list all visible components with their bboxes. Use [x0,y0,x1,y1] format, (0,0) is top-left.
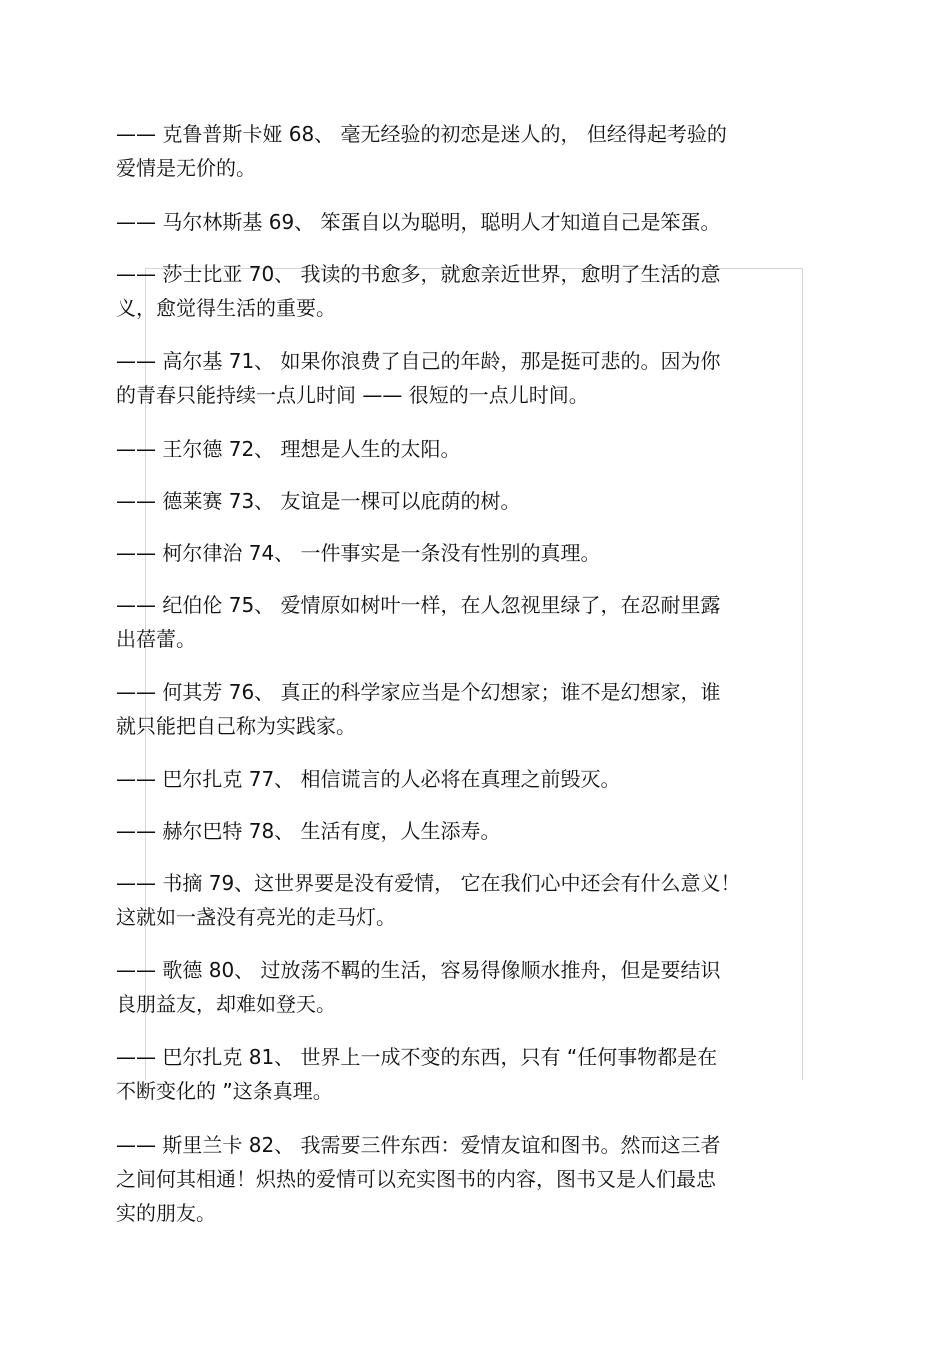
quote-paragraph [116,1128,826,1230]
quote-paragraph [116,117,826,185]
quote-paragraph [116,432,826,466]
text-line: —— 王尔德 72、 理想是人生的太阳。 [116,437,461,461]
text-line: —— 巴尔扎克 81、 世界上一成不变的东西，只有 “任何事物都是在 [116,1045,718,1069]
text-line: 就只能把自己称为实践家。 [116,714,356,738]
text-line: 出蓓蕾。 [116,627,196,651]
text-line: 这就如一盏没有亮光的走马灯。 [116,905,396,929]
text-line: —— 柯尔律治 74、 一件事实是一条没有性别的真理。 [116,541,601,565]
quote-paragraph [116,675,826,743]
text-line: —— 书摘 79、这世界要是没有爱情， 它在我们心中还会有什么意义！ [116,871,741,895]
text-line: —— 马尔林斯基 69、 笨蛋自以为聪明，聪明人才知道自己是笨蛋。 [116,210,721,234]
quote-paragraph [116,814,826,848]
quote-paragraph [116,257,826,325]
text-line: —— 歌德 80、 过放荡不羁的生活，容易得像顺水推舟，但是要结识 [116,958,721,982]
quote-paragraph [116,866,826,934]
text-line: —— 德莱赛 73、 友谊是一棵可以庇荫的树。 [116,489,521,513]
text-line: 良朋益友，却难如登天。 [116,992,336,1016]
text-line: 实的朋友。 [116,1201,216,1225]
quote-paragraph [116,1040,826,1108]
text-line: —— 纪伯伦 75、 爱情原如树叶一样，在人忽视里绿了，在忍耐里露 [116,593,721,617]
quote-paragraph [116,762,826,796]
text-line: —— 莎士比亚 70、 我读的书愈多，就愈亲近世界，愈明了生活的意 [116,262,721,286]
text-line: —— 斯里兰卡 82、 我需要三件东西：爱情友谊和图书。然而这三者 [116,1133,721,1157]
text-line: 之间何其相通！炽热的爱情可以充实图书的内容，图书又是人们最忠 [116,1167,716,1191]
quote-paragraph [116,953,826,1021]
quote-paragraph [116,344,826,412]
text-line: —— 赫尔巴特 78、 生活有度，人生添寿。 [116,819,501,843]
text-line: 爱情是无价的。 [116,156,256,180]
quote-paragraph [116,588,826,656]
text-line: —— 克鲁普斯卡娅 68、 毫无经验的初恋是迷人的， 但经得起考验的 [116,122,727,146]
quote-paragraph [116,205,826,239]
text-line: —— 巴尔扎克 77、 相信谎言的人必将在真理之前毁灭。 [116,767,621,791]
text-line: —— 何其芳 76、 真正的科学家应当是个幻想家；谁不是幻想家，谁 [116,680,721,704]
text-line: —— 高尔基 71、 如果你浪费了自己的年龄，那是挺可悲的。因为你 [116,349,721,373]
quote-paragraph [116,484,826,518]
quote-paragraph [116,536,826,570]
text-line: 的青春只能持续一点儿时间 —— 很短的一点儿时间。 [116,383,589,407]
text-line: 义，愈觉得生活的重要。 [116,296,336,320]
text-line: 不断变化的 ”这条真理。 [116,1079,333,1103]
